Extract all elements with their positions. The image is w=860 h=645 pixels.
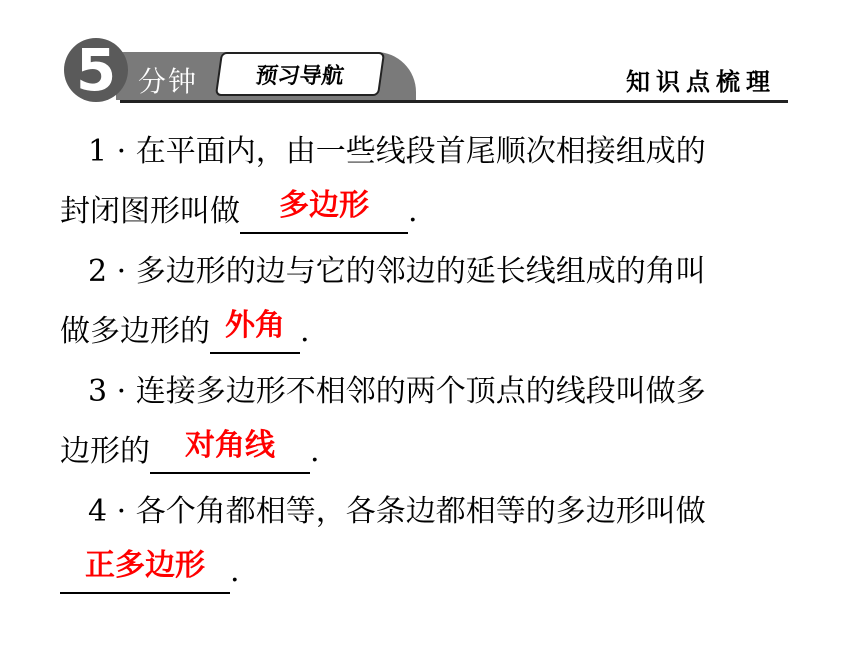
item-number: 1 [88, 134, 108, 169]
item-period: . [230, 554, 240, 589]
answer-text: 正多边形 [85, 548, 205, 583]
item-number: 4 [88, 494, 108, 529]
item-text: 各个角都相等，各条边都相等的多边形叫做 [135, 494, 706, 529]
answer-blank [150, 428, 310, 474]
item-text: 在平面内，由一些线段首尾顺次相接组成的 [135, 134, 706, 169]
header-rule [120, 100, 788, 103]
answer-text: 外角 [225, 308, 285, 343]
item-period: . [408, 194, 418, 229]
item-2-line-2 [60, 310, 780, 370]
item-dot: · [107, 254, 136, 289]
item-text: 多边形的边与它的邻边的延长线组成的角叫 [135, 254, 706, 289]
answer-blank [60, 548, 230, 594]
item-1-line-2 [60, 190, 780, 250]
item-text: 做多边形的 [60, 314, 210, 349]
item-number: 2 [88, 254, 108, 289]
item-dot: · [107, 134, 136, 169]
answer-text: 多边形 [279, 188, 369, 223]
item-dot: · [107, 494, 136, 529]
item-2-line-1 [60, 250, 780, 310]
item-text: 连接多边形不相邻的两个顶点的线段叫做多 [135, 374, 706, 409]
item-dot: · [107, 374, 136, 409]
section-number-badge: 5 [64, 38, 128, 102]
answer-text: 对角线 [185, 428, 275, 463]
item-4-line-1 [60, 490, 780, 550]
item-number: 3 [88, 374, 108, 409]
item-1-line-1 [60, 130, 780, 190]
answer-blank [240, 188, 408, 234]
knowledge-summary-title: 知识点梳理 [626, 68, 776, 96]
item-period: . [310, 434, 320, 469]
item-4-line-2 [60, 550, 780, 610]
badge-label: 预习导航 [253, 63, 346, 89]
minutes-label: 分钟 [138, 65, 199, 98]
item-3-line-2 [60, 430, 780, 490]
item-text: 封闭图形叫做 [60, 194, 240, 229]
answer-blank [210, 308, 300, 354]
preview-navigation-badge [215, 52, 385, 96]
item-3-line-1 [60, 370, 780, 430]
section-header [0, 0, 860, 110]
item-text: 边形的 [60, 434, 150, 469]
item-period: . [300, 314, 310, 349]
question-list [60, 130, 780, 610]
